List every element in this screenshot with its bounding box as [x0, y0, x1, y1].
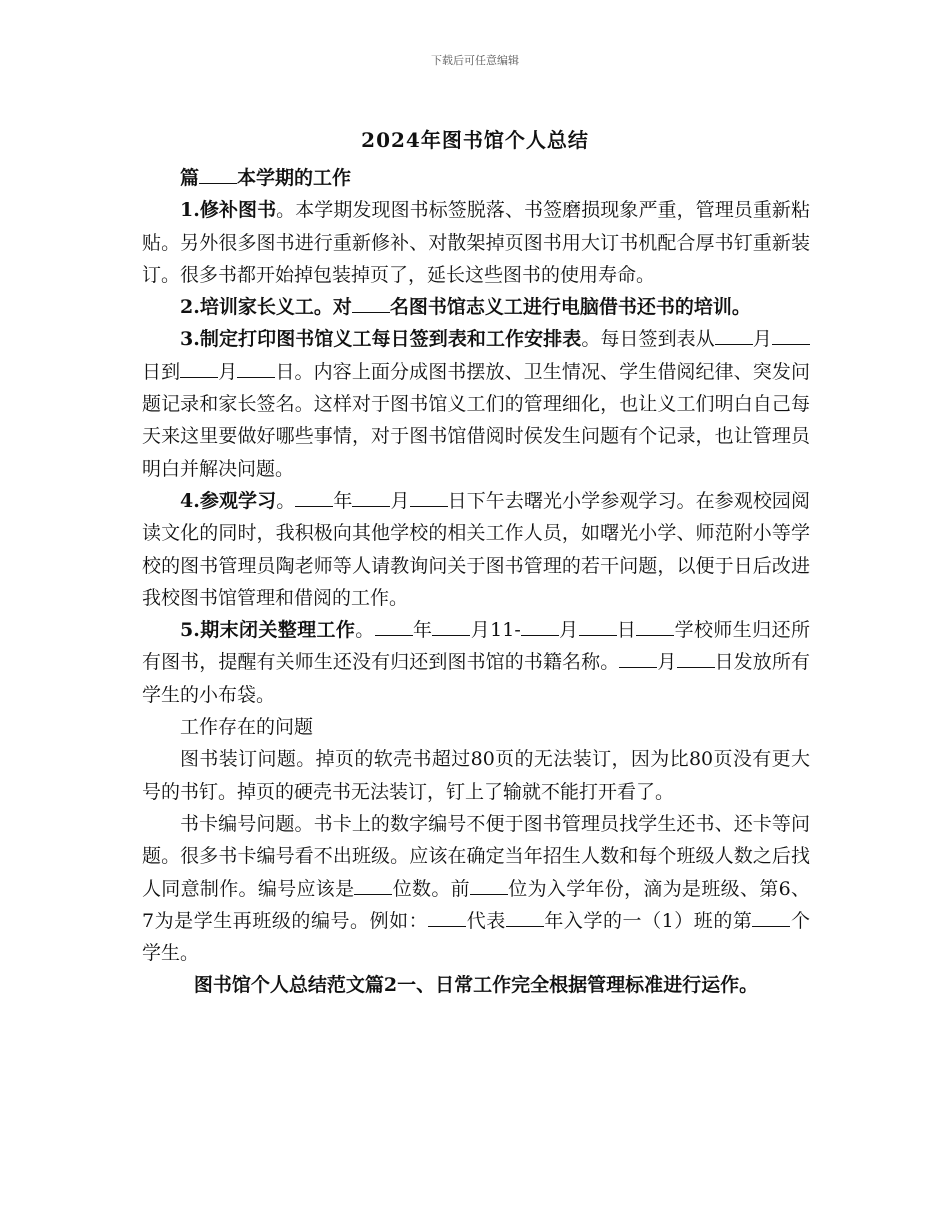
- item-3: 3.制定打印图书馆义工每日签到表和工作安排表。每日签到表从 月日到 月 日。内容上面分成图书摆放、卫生情况、学生借阅纪律、突发问题记录和家长签名。这样对于图书馆义工们的管理细化，也让义工们明白自己每天来这里要做好哪些事情，对于图书馆借阅时侯发生问题有个记录，也让管理员明白并解决问题。: [142, 328, 810, 480]
- blank: [752, 909, 790, 927]
- blank: [677, 650, 715, 668]
- item-5: 5.期末闭关整理工作。 年 月11- 月 日 学校师生归还所有图书，提醒有关师生还没有归还到图书馆的书籍名称。 月 日发放所有学生的小布袋。: [142, 619, 810, 706]
- blank: [579, 618, 617, 636]
- blank: [352, 489, 390, 507]
- blank: [199, 166, 237, 184]
- blank: [432, 618, 470, 636]
- section-heading-2: 图书馆个人总结范文篇2一、日常工作完全根据管理标准进行运作。: [193, 974, 759, 997]
- blank: [636, 618, 674, 636]
- blank: [295, 489, 333, 507]
- blank: [237, 360, 275, 378]
- blank: [506, 909, 544, 927]
- blank: [470, 876, 508, 894]
- item-4: 4.参观学习。 年 月 日下午去曙光小学参观学习。在参观校园阅读文化的同时，我积极向其他学校的相关工作人员，如曙光小学、师范附小等学校的图书管理员陶老师等人请教询问关于图书管理的若干问题，以便于日后改进我校图书馆管理和借阅的工作。: [142, 489, 810, 609]
- blank: [180, 360, 218, 378]
- blank: [619, 650, 657, 668]
- blank: [521, 618, 559, 636]
- blank: [352, 295, 390, 313]
- document-body: [142, 162, 810, 1002]
- page-header: 下载后可任意编辑: [431, 54, 519, 67]
- problem-1: 图书装订问题。掉页的软壳书超过80页的无法装订，因为比80页没有更大号的书钉。掉页的硬壳书无法装订，钉上了输就不能打开看了。: [142, 748, 810, 803]
- problems-heading: 工作存在的问题: [180, 716, 314, 739]
- blank: [375, 618, 413, 636]
- blank: [354, 876, 392, 894]
- blank: [428, 909, 466, 927]
- blank: [715, 327, 753, 345]
- section-heading-1: 篇 本学期的工作: [180, 167, 352, 189]
- item-1: 1.修补图书。本学期发现图书标签脱落、书签磨损现象严重，管理员重新粘贴。另外很多图书进行重新修补、对散架掉页图书用大订书机配合厚书钉重新装订。很多书都开始掉包装掉页了，延长这些图书的使用寿命。: [142, 199, 810, 286]
- problem-2: 书卡编号问题。书卡上的数字编号不便于图书管理员找学生还书、还卡等问题。很多书卡编号看不出班级。应该在确定当年招生人数和每个班级人数之后找人同意制作。编号应该是 位数。前 位为入学年份，滴为是班级、第6、7为是学生再班级的编号。例如： 代表 年入学的一（1）班的第 个学生。: [142, 812, 810, 965]
- blank: [410, 489, 448, 507]
- item-2: 2.培训家长义工。对 名图书馆志义工进行电脑借书还书的培训。: [180, 296, 751, 319]
- blank: [772, 327, 810, 345]
- document-title: 2024年图书馆个人总结: [361, 128, 589, 152]
